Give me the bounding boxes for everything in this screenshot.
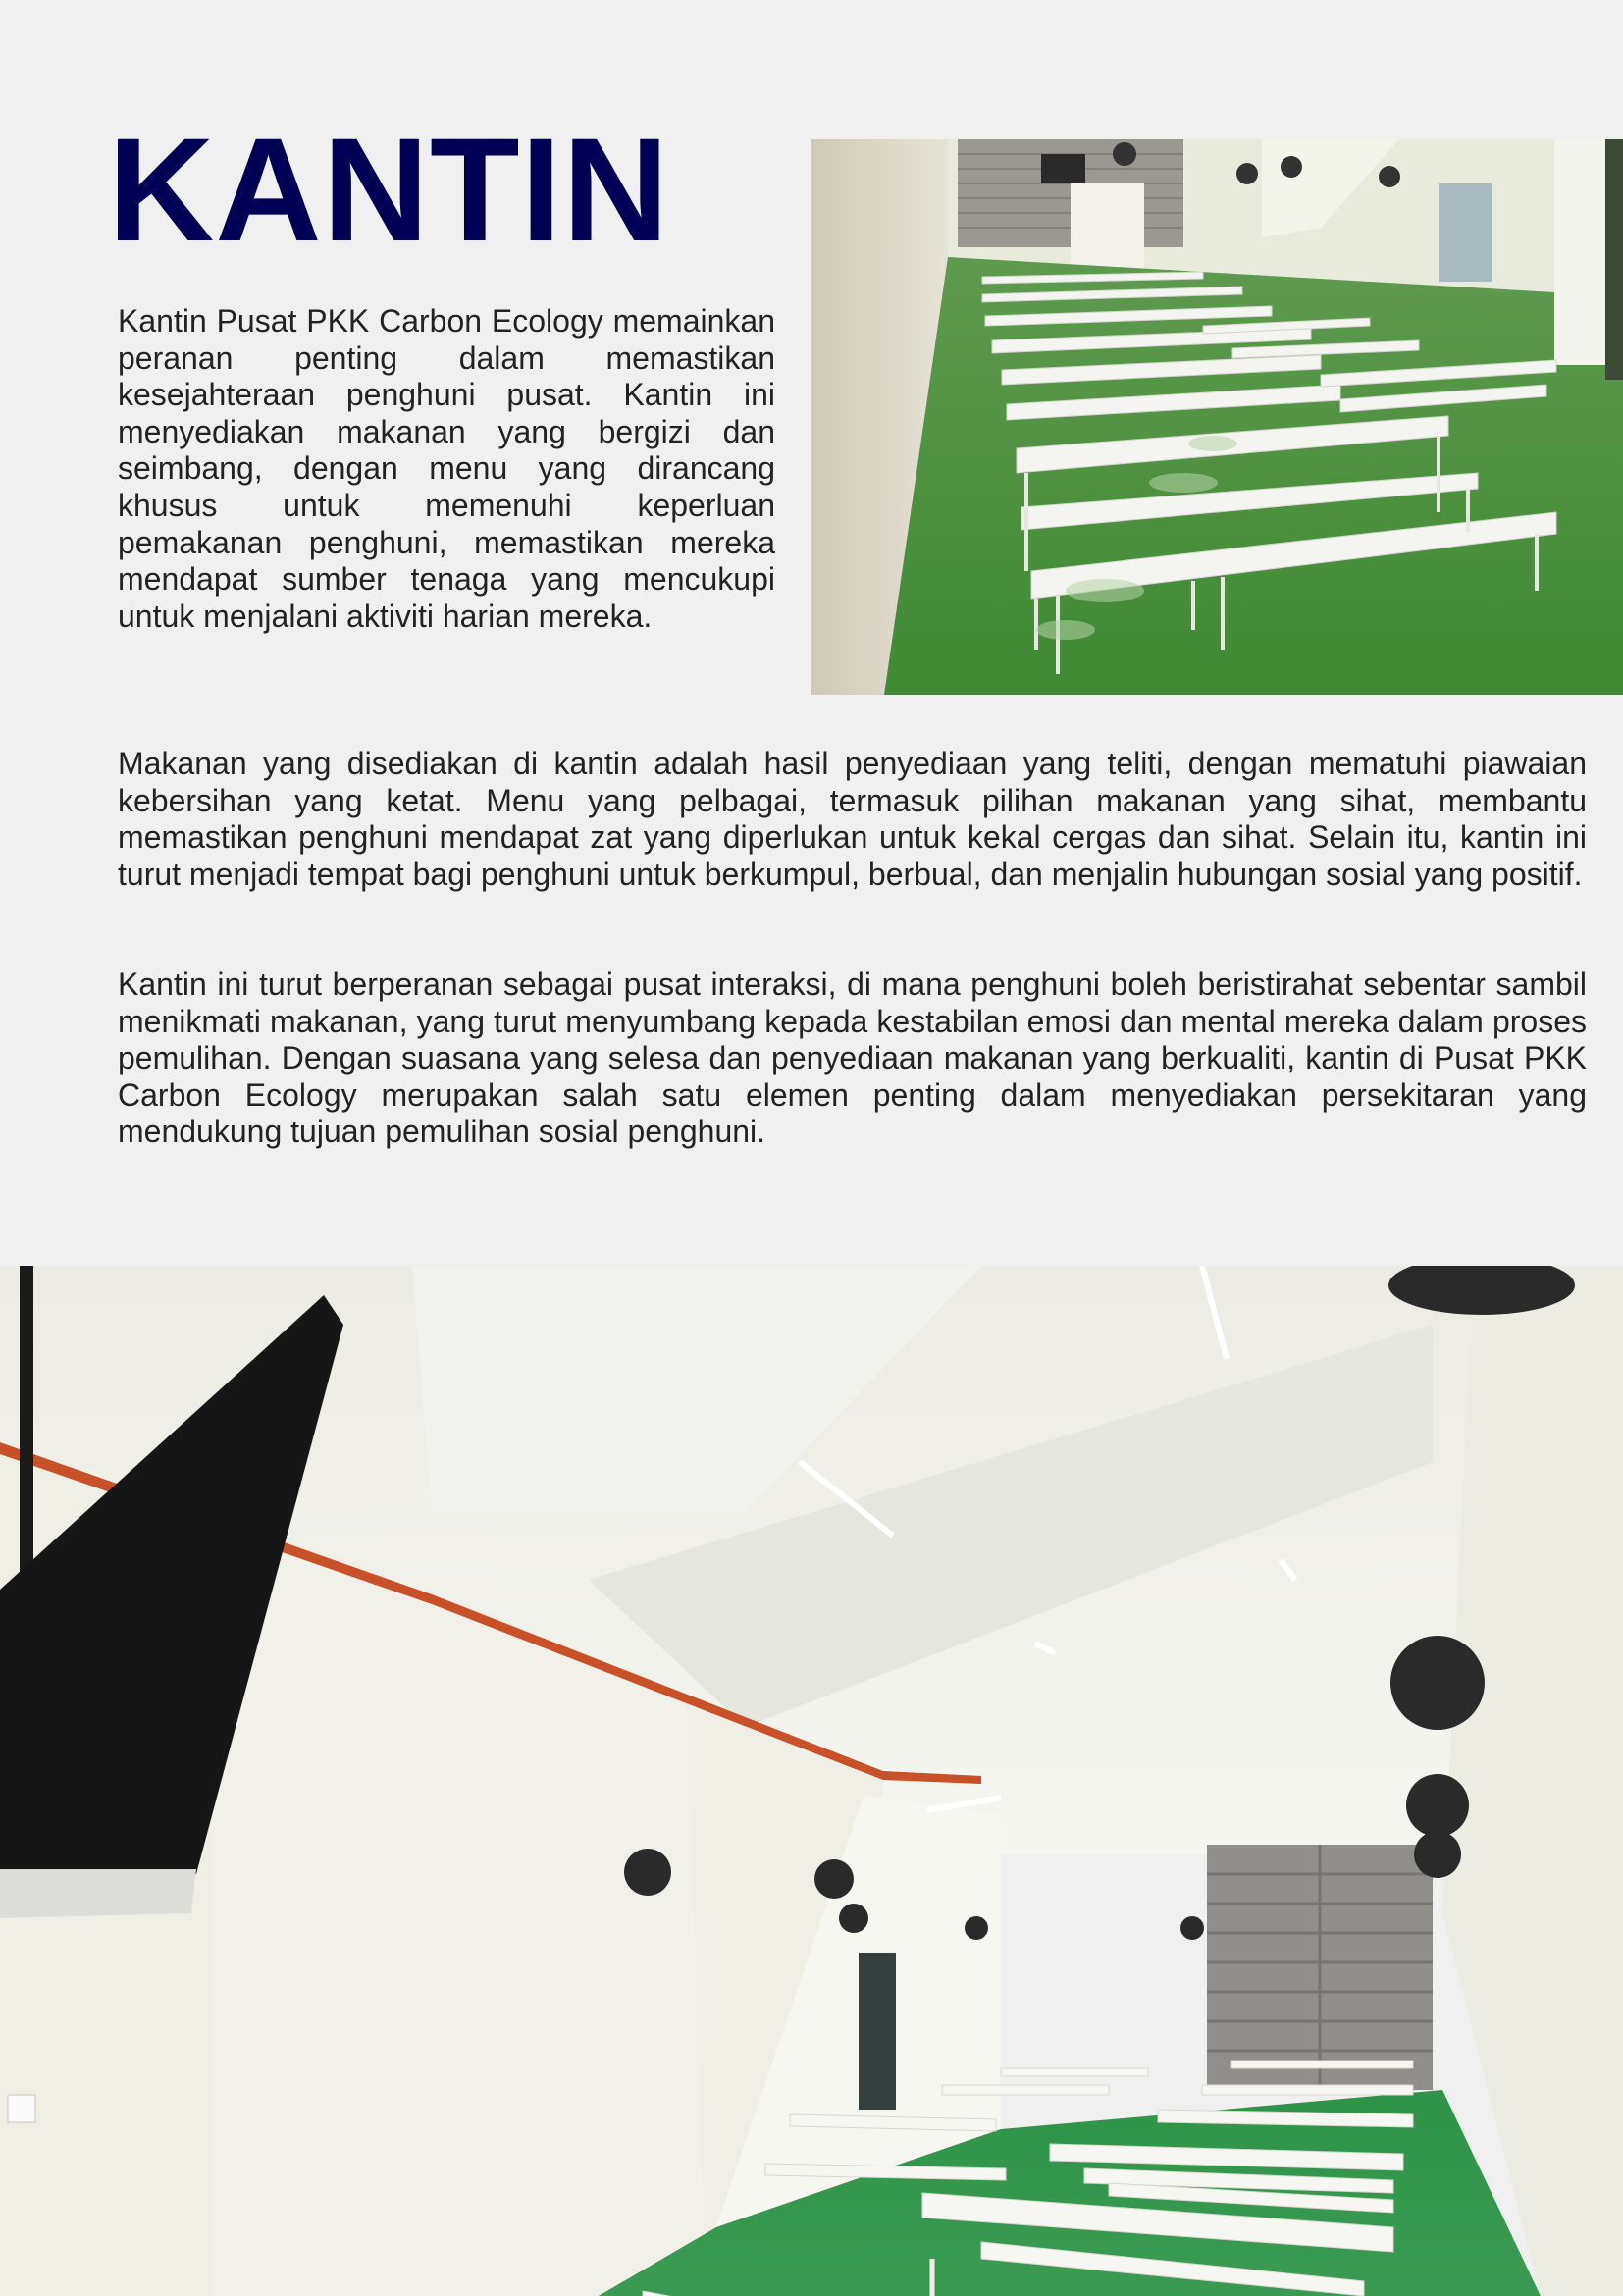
canteen-photo-bottom [0,1266,1623,2296]
page-title: KANTIN [108,107,670,272]
body-paragraph-food: Makanan yang disediakan di kantin adalah hasil penyediaan yang teliti, dengan mematuhi piawaian kebersihan yang ketat. Menu yang pelbagai, termasuk pilihan makanan yang sihat, membantu memastikan penghuni mendapat zat yang diperlukan untuk kekal cergas dan sihat. Selain itu, kantin ini turut menjadi tempat bagi penghuni untuk berkumpul, berbual, dan menjalin hubungan sosial yang positif. [118,746,1587,892]
body-paragraph-interaction: Kantin ini turut berperanan sebagai pusat interaksi, di mana penghuni boleh beristirahat sebentar sambil menikmati makanan, yang turut menyumbang kepada kestabilan emosi dan mental mereka dalam proses pemulihan. Dengan suasana yang selesa dan penyediaan makanan yang berkualiti, kantin di Pusat PKK Carbon Ecology merupakan salah satu elemen penting dalam menyediakan persekitaran yang mendukung tujuan pemulihan sosial penghuni. [118,966,1587,1150]
intro-paragraph: Kantin Pusat PKK Carbon Ecology memainkan peranan penting dalam memastikan kesejahteraan penghuni pusat. Kantin ini menyediakan makanan yang bergizi dan seimbang, dengan menu yang dirancang khusus untuk memenuhi keperluan pemakanan penghuni, memastikan mereka mendapat sumber tenaga yang mencukupi untuk menjalani aktiviti harian mereka. [118,303,775,634]
canteen-photo-top [811,139,1623,695]
